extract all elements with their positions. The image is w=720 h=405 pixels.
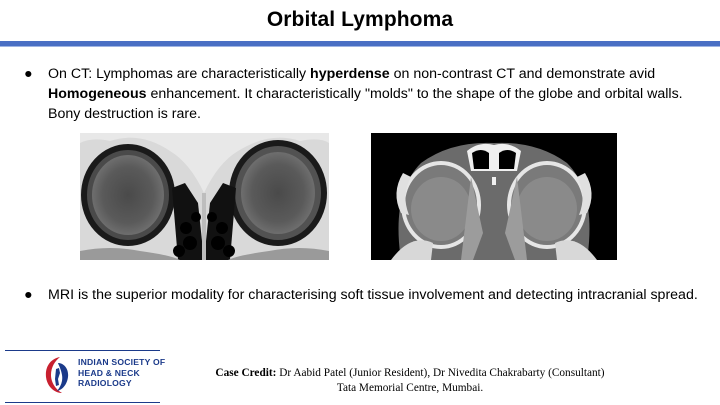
- logo-line-1: INDIAN SOCIETY OF: [78, 357, 166, 367]
- case-credit: [180, 366, 640, 396]
- bullet-ct-findings: [24, 64, 714, 128]
- coronal-ct-image: [80, 133, 329, 260]
- logo-top-rule: [5, 350, 160, 351]
- logo-line-3: RADIOLOGY: [78, 378, 132, 388]
- credit-authors: Dr Aabid Patel (Junior Resident), Dr Nivedita Chakrabarty (Consultant): [276, 367, 605, 379]
- ct-text-homogeneous: Homogeneous: [48, 86, 147, 102]
- slide-title: Orbital Lymphoma: [266, 8, 454, 31]
- bullet-mri: [24, 285, 714, 329]
- credit-institution: Tata Memorial Centre, Mumbai.: [336, 382, 484, 394]
- logo-line-2: HEAD & NECK: [78, 367, 140, 378]
- ct-text-hyperdense: hyperdense: [310, 66, 390, 82]
- bullet-mri-text: MRI is the superior modality for characterising soft tissue involvement and detecting intracranial spread.: [48, 287, 698, 303]
- society-logo-text: [78, 357, 165, 389]
- ct-text-part1: On CT: Lymphomas are characteristically: [48, 66, 311, 82]
- title-underline-shadow: [0, 46, 720, 47]
- bullet-dot: ●: [24, 66, 33, 82]
- credit-label: Case Credit:: [215, 367, 277, 379]
- ct-text-part3: enhancement. It characteristically "molds" to the shape of the globe and orbital walls. Bony destruction is rare.: [48, 86, 683, 122]
- logo-bottom-rule: [5, 402, 160, 403]
- bullet-ct-text: [48, 64, 714, 124]
- axial-ct-image: [371, 133, 617, 260]
- bullet-dot: ●: [24, 287, 33, 303]
- ct-text-part2: on non-contrast CT and demonstrate avid: [389, 66, 656, 82]
- society-logo-icon: [42, 355, 72, 395]
- credit-line-1: [180, 366, 640, 381]
